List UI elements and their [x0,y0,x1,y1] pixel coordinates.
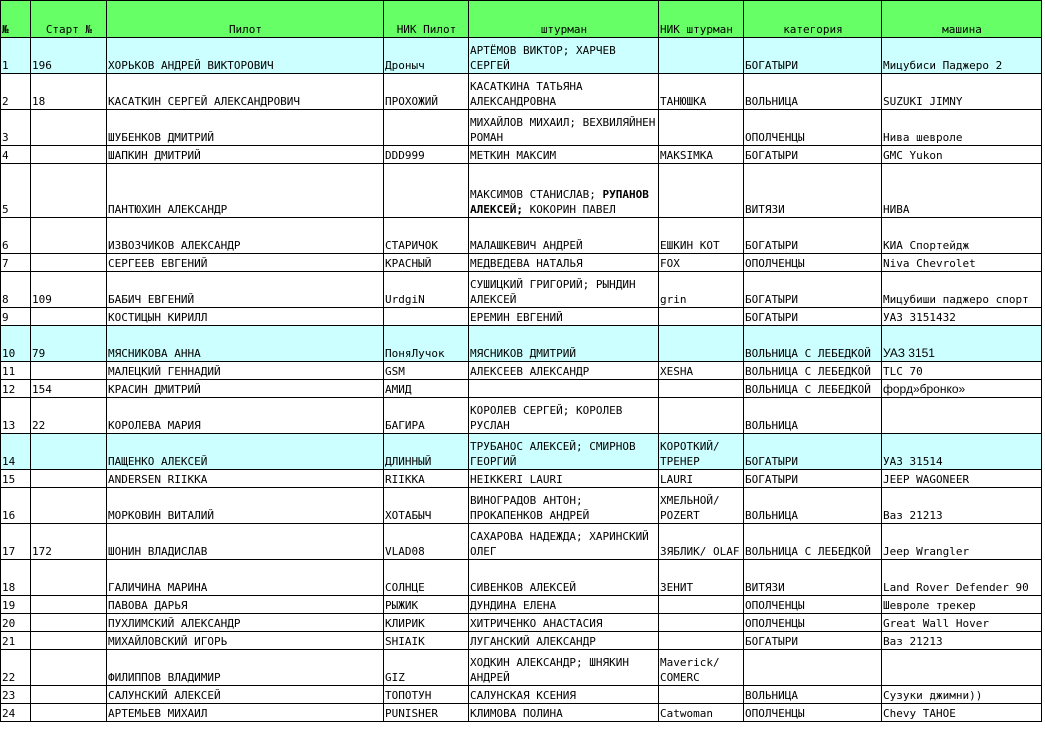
cell-pilot-nick[interactable]: КЛИРИК [384,614,469,632]
cell-category[interactable]: ВОЛЬНИЦА С ЛЕБЕДКОЙ [744,524,882,560]
cell-pilot-name[interactable]: КАСАТКИН СЕРГЕЙ АЛЕКСАНДРОВИЧ [107,74,384,110]
table-row [1,632,1042,650]
cell-navigator-nick[interactable] [659,614,744,632]
cell-pilot-nick[interactable]: АМИД [384,380,469,398]
cell-category[interactable]: БОГАТЫРИ [744,632,882,650]
cell-category[interactable]: БОГАТЫРИ [744,146,882,164]
cell-navigator-name[interactable]: СИВЕНКОВ АЛЕКСЕЙ [469,560,659,596]
cell-navigator-name[interactable]: АРТЁМОВ ВИКТОР; ХАРЧЕВ СЕРГЕЙ [469,38,659,74]
cell-start-number[interactable] [31,488,107,524]
cell-navigator-nick[interactable] [659,398,744,434]
navigator-name-part: КОКОРИН ПАВЕЛ [529,203,616,216]
cell-category[interactable]: ВОЛЬНИЦА С ЛЕБЕДКОЙ [744,380,882,398]
cell-car[interactable]: Шевроле трекер [882,596,1042,614]
cell-category[interactable] [744,650,882,686]
cell-category[interactable]: БОГАТЫРИ [744,218,882,254]
cell-category[interactable]: ОПОЛЧЕНЦЫ [744,614,882,632]
cell-pilot-nick[interactable]: VLAD08 [384,524,469,560]
cell-pilot-nick[interactable]: БАГИРА [384,398,469,434]
cell-row-number[interactable]: 5 [1,164,31,218]
cell-start-number[interactable] [31,254,107,272]
cell-start-number[interactable]: 18 [31,74,107,110]
header-num[interactable]: № [1,1,31,38]
header-car[interactable]: машина [882,1,1042,38]
cell-car[interactable]: TLC 70 [882,362,1042,380]
cell-pilot-name[interactable]: ШАПКИН ДМИТРИЙ [107,146,384,164]
cell-navigator-nick[interactable]: LAURI [659,470,744,488]
cell-pilot-name[interactable]: ANDERSEN RIIKKA [107,470,384,488]
table-row [1,524,1042,560]
cell-pilot-nick[interactable]: КРАСНЫЙ [384,254,469,272]
cell-row-number[interactable]: 2 [1,74,31,110]
cell-navigator-nick[interactable] [659,110,744,146]
cell-start-number[interactable] [31,164,107,218]
cell-pilot-nick[interactable]: ПоняЛучок [384,326,469,362]
cell-pilot-name[interactable]: БАБИЧ ЕВГЕНИЙ [107,272,384,308]
cell-category[interactable]: ОПОЛЧЕНЦЫ [744,704,882,722]
header-navigator-nick[interactable]: НИК штурман [659,1,744,38]
cell-navigator-name[interactable]: МИХАЙЛОВ МИХАИЛ; ВЕХВИЛЯЙНЕН РОМАН [469,110,659,146]
cell-category[interactable]: БОГАТЫРИ [744,308,882,326]
cell-start-number[interactable]: 109 [31,272,107,308]
cell-navigator-nick[interactable]: ЗЕНИТ [659,560,744,596]
cell-category[interactable]: БОГАТЫРИ [744,38,882,74]
cell-navigator-nick[interactable] [659,326,744,362]
cell-start-number[interactable]: 196 [31,38,107,74]
cell-pilot-name[interactable]: СЕРГЕЕВ ЕВГЕНИЙ [107,254,384,272]
cell-pilot-name[interactable]: КОРОЛЕВА МАРИЯ [107,398,384,434]
cell-row-number[interactable]: 19 [1,596,31,614]
cell-category[interactable]: ВОЛЬНИЦА [744,686,882,704]
cell-pilot-nick[interactable] [384,110,469,146]
cell-navigator-name[interactable]: МЕДВЕДЕВА НАТАЛЬЯ [469,254,659,272]
header-pilot[interactable]: Пилот [107,1,384,38]
cell-pilot-name[interactable]: ШОНИН ВЛАДИСЛАВ [107,524,384,560]
cell-pilot-name[interactable]: МИХАЙЛОВСКИЙ ИГОРЬ [107,632,384,650]
cell-pilot-name[interactable]: ГАЛИЧИНА МАРИНА [107,560,384,596]
cell-row-number[interactable]: 21 [1,632,31,650]
cell-car[interactable]: Ваз 21213 [882,632,1042,650]
cell-car[interactable]: КИА Спортейдж [882,218,1042,254]
table-row [1,398,1042,434]
cell-row-number[interactable]: 16 [1,488,31,524]
cell-category[interactable]: ОПОЛЧЕНЦЫ [744,110,882,146]
header-row [1,1,1042,38]
cell-row-number[interactable]: 13 [1,398,31,434]
cell-pilot-name[interactable]: КОСТИЦЫН КИРИЛЛ [107,308,384,326]
cell-start-number[interactable] [31,704,107,722]
cell-car[interactable]: форд»бронко» [882,380,1042,398]
cell-navigator-name[interactable]: МЯСНИКОВ ДМИТРИЙ [469,326,659,362]
navigator-name-part: МАКСИМОВ СТАНИСЛАВ; [470,188,603,201]
cell-pilot-nick[interactable]: РЫЖИК [384,596,469,614]
cell-pilot-name[interactable]: ПАВОВА ДАРЬЯ [107,596,384,614]
table-row [1,110,1042,146]
cell-pilot-name[interactable]: ХОРЬКОВ АНДРЕЙ ВИКТОРОВИЧ [107,38,384,74]
cell-navigator-name[interactable]: СУШИЦКИЙ ГРИГОРИЙ; РЫНДИН АЛЕКСЕЙ [469,272,659,308]
cell-row-number[interactable]: 9 [1,308,31,326]
cell-navigator-nick[interactable] [659,164,744,218]
cell-navigator-nick[interactable] [659,38,744,74]
cell-navigator-name[interactable]: АЛЕКСЕЕВ АЛЕКСАНДР [469,362,659,380]
cell-category[interactable]: ВОЛЬНИЦА С ЛЕБЕДКОЙ [744,326,882,362]
cell-start-number[interactable] [31,218,107,254]
cell-start-number[interactable] [31,650,107,686]
cell-navigator-name[interactable] [469,164,659,218]
cell-navigator-nick[interactable]: ХМЕЛЬНОЙ/ POZERT [659,488,744,524]
cell-row-number[interactable]: 23 [1,686,31,704]
cell-pilot-nick[interactable]: SHIAIK [384,632,469,650]
cell-navigator-name[interactable]: САЛУНСКАЯ КСЕНИЯ [469,686,659,704]
cell-car[interactable]: SUZUKI JIMNY [882,74,1042,110]
cell-start-number[interactable] [31,470,107,488]
table-row [1,596,1042,614]
cell-pilot-name[interactable]: МЯСНИКОВА АННА [107,326,384,362]
cell-category[interactable]: ВОЛЬНИЦА [744,488,882,524]
cell-category[interactable]: БОГАТЫРИ [744,272,882,308]
cell-car[interactable]: Нива шевроле [882,110,1042,146]
cell-navigator-nick[interactable]: ЗЯБЛИК/ OLAF [659,524,744,560]
cell-navigator-name[interactable]: КАСАТКИНА ТАТЬЯНА АЛЕКСАНДРОВНА [469,74,659,110]
cell-category[interactable]: БОГАТЫРИ [744,470,882,488]
table-row [1,308,1042,326]
table-row [1,380,1042,398]
cell-car[interactable]: УАЗ 3151432 [882,308,1042,326]
cell-pilot-nick[interactable]: ТОПОТУН [384,686,469,704]
cell-category[interactable]: ОПОЛЧЕНЦЫ [744,254,882,272]
cell-start-number[interactable]: 154 [31,380,107,398]
cell-car[interactable]: JEEP WAGONEER [882,470,1042,488]
cell-pilot-nick[interactable]: UrdgiN [384,272,469,308]
cell-navigator-name[interactable]: ВИНОГРАДОВ АНТОН; ПРОКАПЕНКОВ АНДРЕЙ [469,488,659,524]
header-start[interactable]: Старт № [31,1,107,38]
header-navigator[interactable]: штурман [469,1,659,38]
cell-start-number[interactable] [31,362,107,380]
cell-row-number[interactable]: 1 [1,38,31,74]
cell-pilot-nick[interactable]: ХОТАБЫЧ [384,488,469,524]
table-row [1,488,1042,524]
cell-start-number[interactable] [31,434,107,470]
cell-navigator-name[interactable]: ХИТРИЧЕНКО АНАСТАСИЯ [469,614,659,632]
cell-start-number[interactable] [31,614,107,632]
cell-navigator-nick[interactable] [659,686,744,704]
table-row [1,254,1042,272]
cell-pilot-nick[interactable]: СОЛНЦЕ [384,560,469,596]
cell-navigator-nick[interactable] [659,308,744,326]
cell-navigator-name[interactable]: ЛУГАНСКИЙ АЛЕКСАНДР [469,632,659,650]
cell-car[interactable]: Niva Chevrolet [882,254,1042,272]
cell-start-number[interactable]: 172 [31,524,107,560]
cell-pilot-name[interactable]: МОРКОВИН ВИТАЛИЙ [107,488,384,524]
table-row [1,146,1042,164]
cell-category[interactable]: ВИТЯЗИ [744,560,882,596]
cell-row-number[interactable]: 11 [1,362,31,380]
cell-pilot-name[interactable]: ПАНТЮХИН АЛЕКСАНДР [107,164,384,218]
cell-row-number[interactable]: 10 [1,326,31,362]
cell-car[interactable]: УАЗ 31514 [882,434,1042,470]
cell-navigator-nick[interactable] [659,380,744,398]
table-row [1,362,1042,380]
cell-row-number[interactable]: 6 [1,218,31,254]
cell-car[interactable]: УАЗ 3151 [882,326,1042,362]
cell-pilot-nick[interactable]: ПРОХОЖИЙ [384,74,469,110]
cell-navigator-nick[interactable]: ТАНЮШКА [659,74,744,110]
cell-pilot-name[interactable]: ПУХЛИМСКИЙ АЛЕКСАНДР [107,614,384,632]
cell-pilot-name[interactable]: КРАСИН ДМИТРИЙ [107,380,384,398]
cell-start-number[interactable]: 79 [31,326,107,362]
cell-navigator-name[interactable]: HEIKKERI LAURI [469,470,659,488]
cell-car[interactable] [882,398,1042,434]
cell-category[interactable]: ВИТЯЗИ [744,164,882,218]
table-row [1,434,1042,470]
navigator-name-part: РУПАНОВ АЛЕКСЕЙ; [470,188,656,216]
cell-pilot-nick[interactable]: Дроныч [384,38,469,74]
cell-navigator-name[interactable]: САХАРОВА НАДЕЖДА; ХАРИНСКИЙ ОЛЕГ [469,524,659,560]
cell-row-number[interactable]: 3 [1,110,31,146]
cell-car[interactable]: НИВА [882,164,1042,218]
header-category[interactable]: категория [744,1,882,38]
cell-row-number[interactable]: 20 [1,614,31,632]
cell-row-number[interactable]: 7 [1,254,31,272]
cell-pilot-nick[interactable] [384,308,469,326]
cell-navigator-name[interactable]: ДУНДИНА ЕЛЕНА [469,596,659,614]
cell-car[interactable]: Сузуки джимни)) [882,686,1042,704]
cell-navigator-nick[interactable]: XESHA [659,362,744,380]
cell-navigator-name[interactable]: КЛИМОВА ПОЛИНА [469,704,659,722]
cell-pilot-name[interactable]: ФИЛИППОВ ВЛАДИМИР [107,650,384,686]
cell-navigator-nick[interactable]: ЕШКИН КОТ [659,218,744,254]
cell-navigator-name[interactable]: МЕТКИН МАКСИМ [469,146,659,164]
cell-navigator-name[interactable]: ЕРЕМИН ЕВГЕНИЙ [469,308,659,326]
cell-row-number[interactable]: 15 [1,470,31,488]
cell-category[interactable]: ВОЛЬНИЦА [744,74,882,110]
header-pilot-nick[interactable]: НИК Пилот [384,1,469,38]
cell-navigator-nick[interactable] [659,596,744,614]
cell-start-number[interactable] [31,560,107,596]
cell-navigator-nick[interactable]: FOX [659,254,744,272]
cell-navigator-name[interactable]: КОРОЛЕВ СЕРГЕЙ; КОРОЛЕВ РУСЛАН [469,398,659,434]
table-row [1,470,1042,488]
cell-pilot-name[interactable]: САЛУНСКИЙ АЛЕКСЕЙ [107,686,384,704]
cell-car[interactable]: Great Wall Hover [882,614,1042,632]
table-row [1,164,1042,218]
cell-start-number[interactable] [31,308,107,326]
cell-pilot-name[interactable]: ШУБЕНКОВ ДМИТРИЙ [107,110,384,146]
cell-start-number[interactable] [31,110,107,146]
cell-row-number[interactable]: 24 [1,704,31,722]
cell-pilot-name[interactable]: МАЛЕЦКИЙ ГЕННАДИЙ [107,362,384,380]
table-row [1,326,1042,362]
table-row [1,38,1042,74]
cell-category[interactable]: ВОЛЬНИЦА С ЛЕБЕДКОЙ [744,362,882,380]
cell-navigator-name[interactable]: МАЛАШКЕВИЧ АНДРЕЙ [469,218,659,254]
cell-row-number[interactable]: 12 [1,380,31,398]
cell-car[interactable]: GMC Yukon [882,146,1042,164]
cell-category[interactable]: ВОЛЬНИЦА [744,398,882,434]
cell-pilot-name[interactable]: АРТЕМЬЕВ МИХАИЛ [107,704,384,722]
cell-pilot-nick[interactable]: GSM [384,362,469,380]
cell-pilot-nick[interactable]: DDD999 [384,146,469,164]
cell-navigator-nick[interactable]: MAKSIMKA [659,146,744,164]
cell-navigator-name[interactable]: ТРУБАНОС АЛЕКСЕЙ; СМИРНОВ ГЕОРГИЙ [469,434,659,470]
cell-navigator-name[interactable]: ХОДКИН АЛЕКСАНДР; ШНЯКИН АНДРЕЙ [469,650,659,686]
cell-car[interactable]: Land Rover Defender 90 [882,560,1042,596]
cell-row-number[interactable]: 14 [1,434,31,470]
cell-car[interactable]: Ваз 21213 [882,488,1042,524]
table-row [1,560,1042,596]
table-row [1,218,1042,254]
cell-navigator-nick[interactable]: Maverick/ COMERC [659,650,744,686]
cell-pilot-nick[interactable] [384,164,469,218]
cell-car[interactable] [882,650,1042,686]
cell-row-number[interactable]: 17 [1,524,31,560]
cell-car[interactable]: Jeep Wrangler [882,524,1042,560]
cell-row-number[interactable]: 8 [1,272,31,308]
cell-start-number[interactable] [31,686,107,704]
cell-start-number[interactable] [31,146,107,164]
table-row [1,704,1042,722]
cell-navigator-nick[interactable]: КОРОТКИЙ/ ТРЕНЕР [659,434,744,470]
cell-car[interactable]: Мицубиши паджеро спорт [882,272,1042,308]
cell-pilot-nick[interactable]: СТАРИЧОК [384,218,469,254]
cell-row-number[interactable]: 22 [1,650,31,686]
cell-navigator-nick[interactable]: grin [659,272,744,308]
cell-pilot-nick[interactable]: GIZ [384,650,469,686]
cell-row-number[interactable]: 4 [1,146,31,164]
table-row [1,74,1042,110]
cell-start-number[interactable] [31,596,107,614]
cell-navigator-name[interactable] [469,380,659,398]
cell-row-number[interactable]: 18 [1,560,31,596]
table-row [1,650,1042,686]
cell-start-number[interactable] [31,632,107,650]
cell-car[interactable]: Мицубиси Паджеро 2 [882,38,1042,74]
cell-car[interactable]: Chevy TAHOE [882,704,1042,722]
cell-start-number[interactable]: 22 [31,398,107,434]
cell-pilot-name[interactable]: ИЗВОЗЧИКОВ АЛЕКСАНДР [107,218,384,254]
cell-category[interactable]: ОПОЛЧЕНЦЫ [744,596,882,614]
table-row [1,686,1042,704]
table-row [1,614,1042,632]
cell-category[interactable]: БОГАТЫРИ [744,434,882,470]
cell-pilot-nick[interactable]: RIIKKA [384,470,469,488]
cell-pilot-nick[interactable]: ДЛИННЫЙ [384,434,469,470]
cell-navigator-nick[interactable]: Catwoman [659,704,744,722]
table-row [1,272,1042,308]
cell-navigator-nick[interactable] [659,632,744,650]
cell-pilot-nick[interactable]: PUNISHER [384,704,469,722]
cell-pilot-name[interactable]: ПАЩЕНКО АЛЕКСЕЙ [107,434,384,470]
